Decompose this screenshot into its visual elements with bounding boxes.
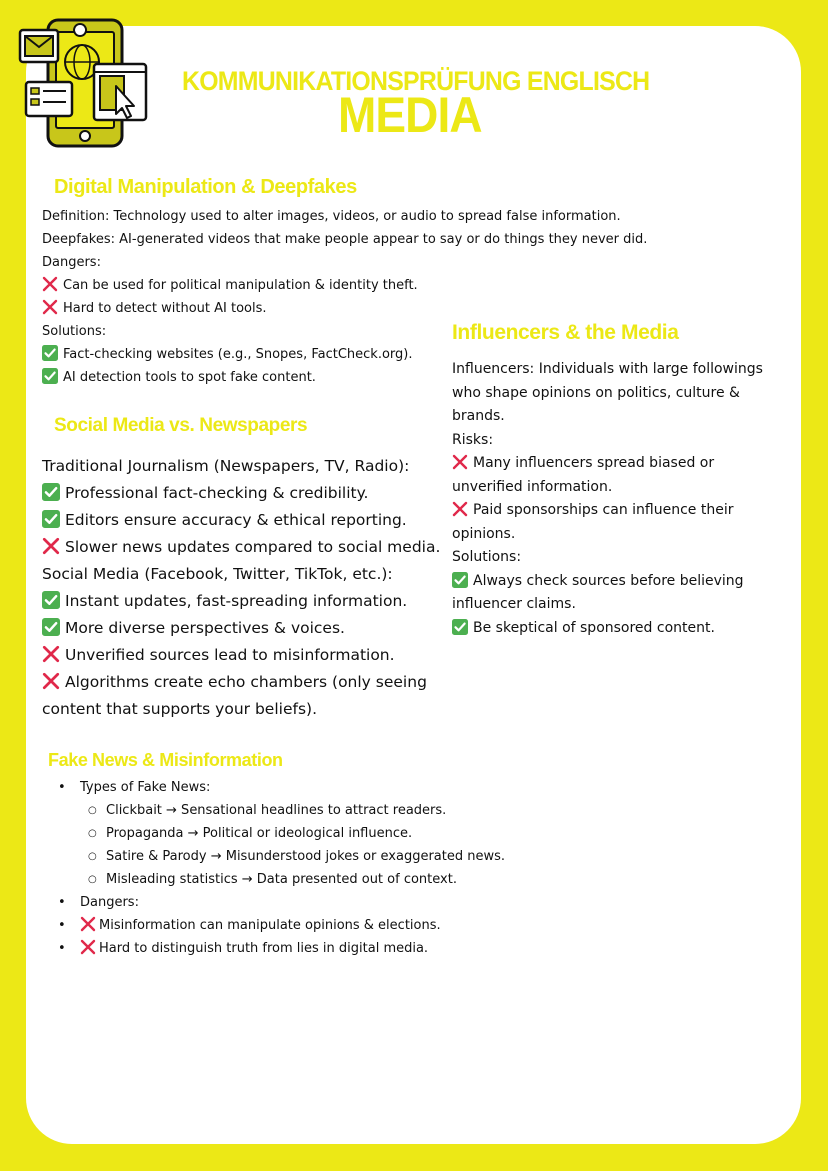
check-icon xyxy=(42,345,58,361)
page-subtitle: KOMMUNIKATIONSPRÜFUNG ENGLISCH xyxy=(182,66,650,96)
influencers-definition: brands. xyxy=(452,408,505,424)
section-heading-influencers: Influencers & the Media xyxy=(452,321,679,344)
list-item-continued: influencer claims. xyxy=(452,596,576,612)
bullet-icon: • xyxy=(58,941,66,956)
list-item: Can be used for political manipulation & identity theft. xyxy=(42,274,647,297)
list-item: Fact-checking websites (e.g., Snopes, FactCheck.org). xyxy=(42,343,647,366)
list-item: ○ Satire & Parody → Misunderstood jokes or exaggerated news. xyxy=(58,845,505,868)
list-item-continued: content that supports your beliefs). xyxy=(42,700,317,718)
cross-icon xyxy=(452,501,468,517)
section-heading-fake-news: Fake News & Misinformation xyxy=(48,750,283,770)
list-item: Paid sponsorships can influence their xyxy=(452,499,763,523)
list-item: Professional fact-checking & credibility. xyxy=(42,480,440,507)
list-item: • Dangers: xyxy=(58,891,505,914)
cross-icon xyxy=(80,939,96,955)
list-item: • Misinformation can manipulate opinions & elections. xyxy=(58,914,505,937)
deepfakes-definition: Definition: Technology used to alter images, videos, or audio to spread false information. xyxy=(42,209,621,224)
section-heading-deepfakes: Digital Manipulation & Deepfakes xyxy=(54,176,357,198)
list-item-continued: unverified information. xyxy=(452,478,613,495)
bullet-icon: • xyxy=(58,780,66,795)
list-item: Editors ensure accuracy & ethical reporting. xyxy=(42,507,440,534)
fake-news-block xyxy=(58,776,505,960)
circle-bullet-icon: ○ xyxy=(88,805,97,816)
bullet-icon: • xyxy=(58,918,66,933)
list-item: Hard to detect without AI tools. xyxy=(42,297,647,320)
section-heading-social-media: Social Media vs. Newspapers xyxy=(54,415,308,436)
cross-icon xyxy=(80,916,96,932)
cross-icon xyxy=(42,276,58,292)
list-item: Be skeptical of sponsored content. xyxy=(452,617,763,641)
check-icon xyxy=(42,591,60,609)
circle-bullet-icon: ○ xyxy=(88,851,97,862)
page-title: MEDIA xyxy=(338,87,482,143)
list-item: Algorithms create echo chambers (only seeing xyxy=(42,669,440,696)
list-item: More diverse perspectives & voices. xyxy=(42,615,440,642)
cross-icon xyxy=(452,454,468,470)
social-label: Social Media (Facebook, Twitter, TikTok, etc.): xyxy=(42,565,393,583)
check-icon xyxy=(42,368,58,384)
list-item: Unverified sources lead to misinformation. xyxy=(42,642,440,669)
influencers-definition: who shape opinions on politics, culture & xyxy=(452,384,740,401)
list-item: ○ Misleading statistics → Data presented out of context. xyxy=(58,868,505,891)
influencers-block xyxy=(452,358,763,640)
deepfakes-dangers-label: Dangers: xyxy=(42,255,101,270)
cross-icon xyxy=(42,672,60,690)
list-item: Instant updates, fast-spreading information. xyxy=(42,588,440,615)
deepfakes-solutions-label: Solutions: xyxy=(42,324,107,339)
circle-bullet-icon: ○ xyxy=(88,828,97,839)
check-icon xyxy=(452,572,468,588)
cross-icon xyxy=(42,299,58,315)
cross-icon xyxy=(42,537,60,555)
cross-icon xyxy=(42,645,60,663)
deepfakes-description: Deepfakes: AI-generated videos that make people appear to say or do things they never did. xyxy=(42,232,648,247)
circle-bullet-icon: ○ xyxy=(88,874,97,885)
bullet-icon: • xyxy=(58,895,66,910)
check-icon xyxy=(42,618,60,636)
check-icon xyxy=(452,619,468,635)
social-block xyxy=(42,453,440,723)
check-icon xyxy=(42,510,60,528)
list-item: ○ Propaganda → Political or ideological influence. xyxy=(58,822,505,845)
check-icon xyxy=(42,483,60,501)
list-item: • Types of Fake News: xyxy=(58,776,505,799)
list-item: Slower news updates compared to social media. xyxy=(42,534,440,561)
influencers-risks-label: Risks: xyxy=(452,431,494,448)
traditional-label: Traditional Journalism (Newspapers, TV, Radio): xyxy=(42,457,410,475)
list-item: • Hard to distinguish truth from lies in digital media. xyxy=(58,937,505,960)
list-item: Many influencers spread biased or xyxy=(452,452,763,476)
list-item: Always check sources before believing xyxy=(452,570,763,594)
influencers-definition: Influencers: Individuals with large followings xyxy=(452,361,763,377)
list-item-continued: opinions. xyxy=(452,525,516,542)
influencers-solutions-label: Solutions: xyxy=(452,549,522,565)
list-item: AI detection tools to spot fake content. xyxy=(42,366,647,389)
list-item: ○ Clickbait → Sensational headlines to attract readers. xyxy=(58,799,505,822)
mobile-device-icon xyxy=(16,14,150,150)
